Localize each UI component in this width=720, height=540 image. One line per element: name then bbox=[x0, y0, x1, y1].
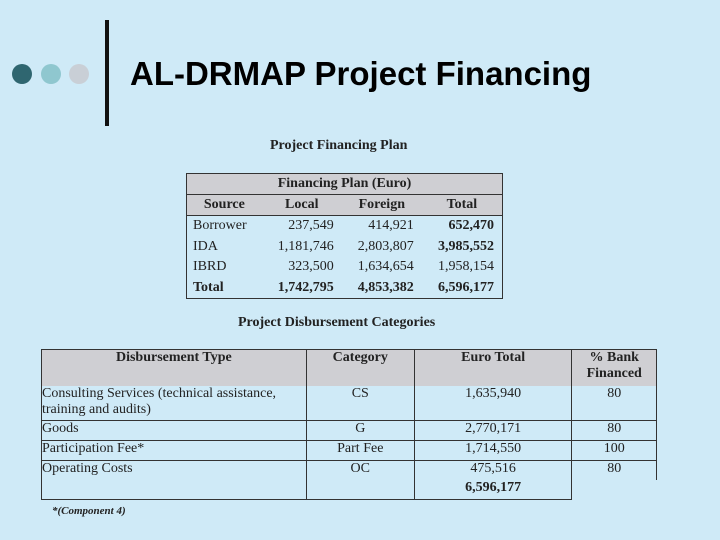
column-header: % Bank Financed bbox=[572, 350, 657, 387]
footnote: *(Component 4) bbox=[52, 505, 126, 517]
row-label: Participation Fee* bbox=[42, 441, 307, 461]
table-row bbox=[42, 386, 657, 421]
cell-total: 6,596,177 bbox=[422, 278, 503, 299]
cell: 1,742,795 bbox=[262, 278, 342, 299]
cell: Part Fee bbox=[306, 441, 414, 461]
financing-plan-group-header: Financing Plan (Euro) bbox=[187, 174, 503, 195]
row-label: Total bbox=[187, 278, 262, 299]
cell-total: 3,985,552 bbox=[438, 238, 494, 254]
cell: 237,549 bbox=[288, 218, 334, 234]
cell: 323,500 bbox=[288, 259, 334, 275]
table-row bbox=[42, 421, 657, 441]
cell: 2,803,807 bbox=[357, 238, 414, 254]
row-label: IDA bbox=[193, 238, 218, 254]
cell: 1,635,940 bbox=[414, 386, 572, 421]
cell: 100 bbox=[572, 441, 657, 461]
table-row bbox=[187, 237, 503, 258]
cell: 475,516 bbox=[414, 461, 572, 481]
cell: OC bbox=[306, 461, 414, 481]
table-row bbox=[187, 216, 503, 237]
cell: 80 bbox=[572, 386, 657, 421]
table-row-total bbox=[187, 278, 503, 299]
cell-empty bbox=[42, 480, 307, 500]
cell: CS bbox=[306, 386, 414, 421]
cell: 80 bbox=[572, 421, 657, 441]
table-row-total bbox=[42, 480, 657, 500]
cell: 1,714,550 bbox=[414, 441, 572, 461]
table-row bbox=[42, 461, 657, 481]
column-header: Source bbox=[187, 195, 262, 216]
cell: 4,853,382 bbox=[342, 278, 422, 299]
slide-title: AL-DRMAP Project Financing bbox=[130, 55, 592, 92]
row-label: Borrower bbox=[193, 218, 247, 234]
disbursement-table bbox=[41, 349, 657, 500]
row-label: Operating Costs bbox=[42, 461, 307, 481]
column-header: Foreign bbox=[342, 195, 422, 216]
disbursement-caption: Project Disbursement Categories bbox=[238, 315, 436, 330]
row-label: IBRD bbox=[193, 259, 227, 275]
cell: 1,634,654 bbox=[357, 259, 414, 275]
cell: 414,921 bbox=[368, 218, 414, 234]
column-header: Total bbox=[422, 195, 503, 216]
column-header: Local bbox=[262, 195, 342, 216]
column-header: Euro Total bbox=[414, 350, 572, 387]
table-row bbox=[42, 441, 657, 461]
column-header: Disbursement Type bbox=[42, 350, 307, 387]
column-header: Category bbox=[306, 350, 414, 387]
cell: 2,770,171 bbox=[414, 421, 572, 441]
table-row bbox=[187, 257, 503, 278]
cell-empty bbox=[306, 480, 414, 500]
cell-empty bbox=[572, 480, 657, 500]
cell-total: 1,958,154 bbox=[438, 259, 494, 275]
cell: G bbox=[306, 421, 414, 441]
title-divider bbox=[105, 20, 109, 126]
dot-teal bbox=[41, 64, 61, 84]
row-label: Consulting Services (technical assistance, training and audits) bbox=[42, 386, 307, 421]
cell-total: 652,470 bbox=[448, 218, 494, 234]
financing-plan-caption: Project Financing Plan bbox=[270, 138, 408, 153]
dot-dark bbox=[12, 64, 32, 84]
dot-grey bbox=[69, 64, 89, 84]
cell: 80 bbox=[572, 461, 657, 481]
cell: 1,181,746 bbox=[277, 238, 334, 254]
financing-plan-table bbox=[186, 173, 503, 299]
cell-grand-total: 6,596,177 bbox=[414, 480, 572, 500]
row-label: Goods bbox=[42, 421, 307, 441]
